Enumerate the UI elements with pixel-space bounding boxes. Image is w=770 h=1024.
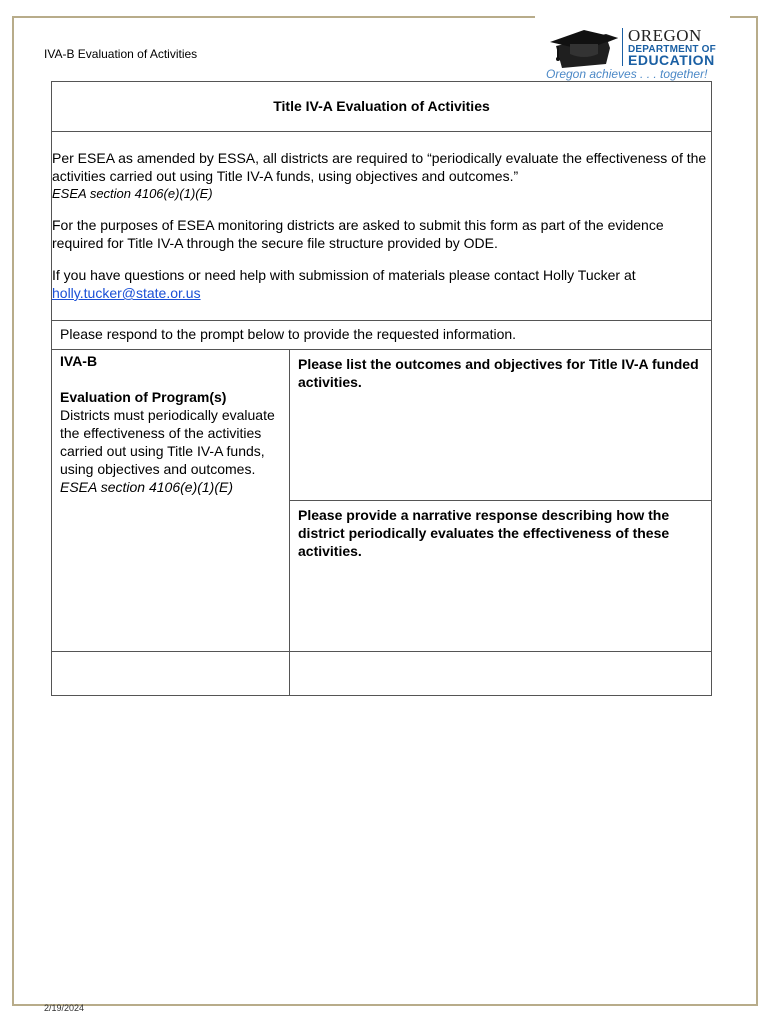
section-description: Districts must periodically evaluate the effectiveness of the activities carried out using Title IV-A funds, using objectives and outcomes. — [60, 407, 275, 477]
intro-paragraph-3 — [52, 266, 711, 302]
empty-right-cell[interactable] — [290, 652, 712, 696]
section-code: IVA-B — [60, 353, 98, 369]
narrative-question: Please provide a narrative response describing how the district periodically evaluates the effectiveness of these activities. — [298, 507, 670, 559]
section-heading: Evaluation of Program(s) — [60, 389, 227, 405]
footer-date: 2/19/2024 — [44, 1003, 85, 1013]
outcomes-response-field[interactable] — [290, 350, 712, 501]
logo-tagline: Oregon achieves . . . together! — [546, 67, 708, 81]
evaluation-form-table — [51, 81, 712, 696]
program-description-cell — [52, 350, 290, 652]
logo-divider — [622, 28, 623, 66]
contact-text: If you have questions or need help with submission of materials please contact Holly Tucker at — [52, 267, 636, 283]
outcomes-question: Please list the outcomes and objectives for Title IV-A funded activities. — [298, 356, 699, 390]
prompt-text: Please respond to the prompt below to provide the requested information. — [60, 326, 517, 342]
section-citation: ESEA section 4106(e)(1)(E) — [60, 479, 233, 495]
intro-paragraph-2: For the purposes of ESEA monitoring districts are asked to submit this form as part of the evidence required for Title IV-A through the secure file structure provided by ODE. — [52, 217, 664, 251]
intro-paragraph-1: Per ESEA as amended by ESSA, all districts are required to “periodically evaluate the effectiveness of the activities carried out using Title IV-A funds, using objectives and outcomes.” — [52, 150, 707, 184]
form-title: Title IV-A Evaluation of Activities — [273, 98, 490, 114]
logo-department-text: DEPARTMENT OF — [628, 44, 716, 55]
logo-oregon-text: OREGON — [628, 26, 702, 45]
intro-citation: ESEA section 4106(e)(1)(E) — [52, 186, 213, 201]
form-title-cell — [52, 82, 712, 132]
logo-education-text: EDUCATION — [628, 52, 715, 68]
prompt-cell — [52, 321, 712, 350]
empty-left-cell[interactable] — [52, 652, 290, 696]
intro-cell — [52, 132, 712, 321]
narrative-response-field[interactable] — [290, 501, 712, 652]
contact-email-link[interactable]: holly.tucker@state.or.us — [52, 285, 201, 301]
document-header-title: IVA-B Evaluation of Activities — [44, 47, 198, 61]
oregon-state-graduation-cap-icon — [548, 28, 620, 72]
